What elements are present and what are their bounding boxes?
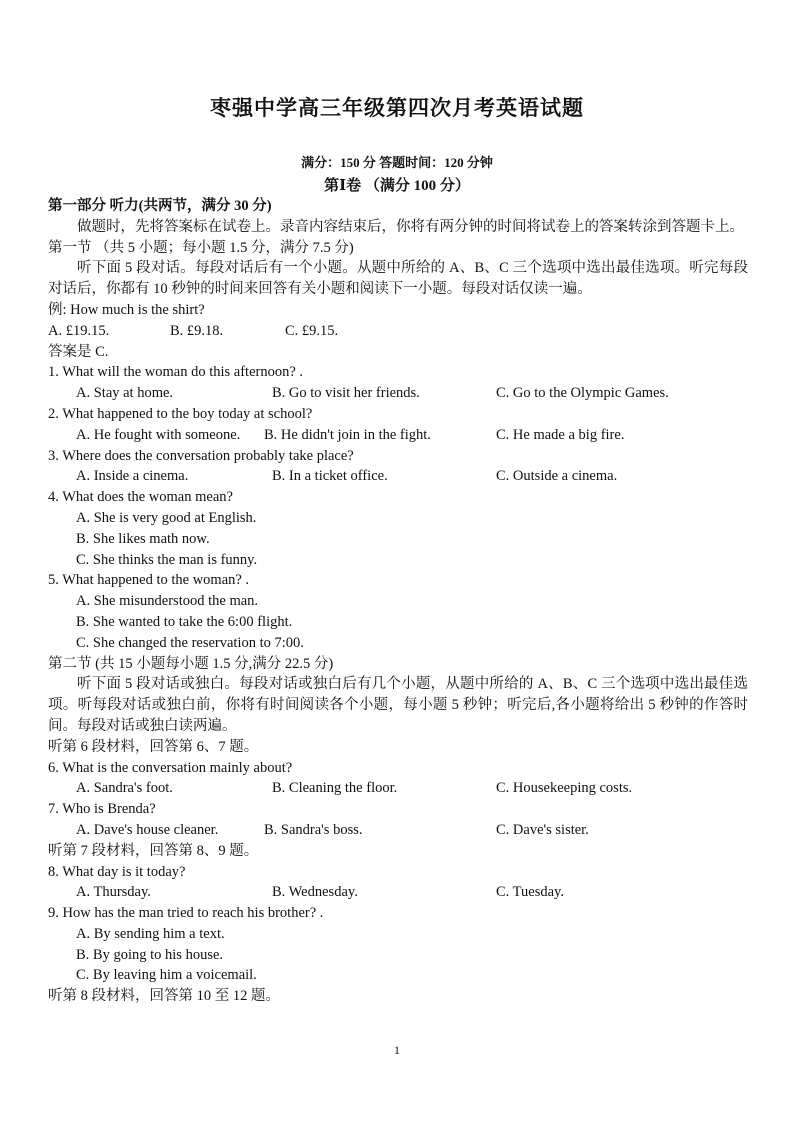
option-b: B. Sandra's boss. [264,821,363,838]
option-c: C. He made a big fire. [496,426,625,443]
question-6-options [48,778,748,799]
option-c: C. Outside a cinema. [496,468,618,485]
question-6: 6. What is the conversation mainly about? [48,759,293,776]
option-a: A. By sending him a text. [76,925,225,942]
section-heading: 第一部分 听力(共两节，满分 30 分) [48,198,272,214]
material-7-instruction: 听第 7 段材料，回答第 8、9 题。 [48,842,259,859]
option-a: A. £19.15. [48,322,110,339]
option-b: B. In a ticket office. [272,468,388,485]
option-c: C. She thinks the man is funny. [76,551,258,568]
question-3-options [48,466,748,487]
option-c: C. By leaving him a voicemail. [76,967,257,984]
option-a: A. Inside a cinema. [76,468,189,485]
question-4: 4. What does the woman mean? [48,489,233,506]
example-options [48,321,748,342]
question-9: 9. How has the man tried to reach his brother? . [48,905,324,922]
question-1-options [48,383,748,404]
material-6-instruction: 听第 6 段材料，回答第 6、7 题。 [48,738,259,755]
option-c: C. Dave's sister. [496,821,589,838]
option-c: C. Tuesday. [496,884,564,901]
option-a: A. She misunderstood the man. [76,593,259,610]
option-b: B. He didn't join in the fight. [264,426,431,443]
part-heading: 第Ⅰ卷 （满分 100 分） [324,178,470,194]
option-b: B. By going to his house. [76,946,224,963]
option-c: C. £9.15. [285,322,339,339]
option-b: B. £9.18. [170,322,224,339]
exam-meta: 满分：150 分 答题时间：120 分钟 [301,155,493,170]
question-4-options [48,508,748,570]
section-intro: 做题时，先将答案标在试卷上。录音内容结束后，你将有两分钟的时间将试卷上的答案转涂到答题卡上。 [77,218,744,235]
option-c: C. Housekeeping costs. [496,780,633,797]
example-answer: 答案是 C. [48,343,109,360]
page-number: 1 [394,1043,400,1057]
question-3: 3. Where does the conversation probably take place? [48,447,354,464]
option-b: B. Go to visit her friends. [272,385,420,402]
option-a: A. Thursday. [76,884,151,901]
question-2-options [48,425,748,446]
option-a: A. Stay at home. [76,385,174,402]
subsection-2-intro: 听下面 5 段对话或独白。每段对话或独白后有几个小题，从题中所给的 A、B、C 三个选项中选出最佳选项。听每段对话或独白前，你将有时间阅读各个小题，每小题 5 秒钟；听完后,各小题将给出 5 秒钟的作答时间。每段对话或独白读两遍。 [48,676,748,734]
option-c: C. Go to the Olympic Games. [496,385,669,402]
option-a: A. He fought with someone. [76,426,241,443]
option-b: B. She likes math now. [76,530,210,547]
option-a: A. Dave's house cleaner. [76,821,219,838]
option-b: B. Cleaning the floor. [272,780,398,797]
option-a: A. Sandra's foot. [76,780,173,797]
question-2: 2. What happened to the boy today at school? [48,405,313,422]
option-b: B. Wednesday. [272,884,358,901]
option-c: C. She changed the reservation to 7:00. [76,634,304,651]
exam-title: 枣强中学高三年级第四次月考英语试题 [210,96,584,120]
question-8: 8. What day is it today? [48,863,186,880]
question-1: 1. What will the woman do this afternoon? . [48,364,304,381]
option-a: A. She is very good at English. [76,509,257,526]
question-5-options [48,591,748,653]
example-question: 例: How much is the shirt? [48,301,205,318]
subsection-2-heading: 第二节 (共 15 小题每小题 1.5 分,满分 22.5 分) [48,655,334,672]
question-7: 7. Who is Brenda? [48,801,156,818]
subsection-1-heading: 第一节 （共 5 小题；每小题 1.5 分，满分 7.5 分) [48,239,354,256]
subsection-1-intro: 听下面 5 段对话。每段对话后有一个小题。从题中所给的 A、B、C 三个选项中选出最佳选项。听完每段对话后，你都有 10 秒钟的时间来回答有关小题和阅读下一小题。每段对话仅读一遍。 [48,260,748,298]
option-b: B. She wanted to take the 6:00 flight. [76,613,293,630]
question-7-options [48,820,748,841]
material-8-instruction: 听第 8 段材料，回答第 10 至 12 题。 [48,988,280,1005]
exam-body [48,196,748,1007]
question-9-options [48,924,748,986]
question-5: 5. What happened to the woman? . [48,572,250,589]
question-8-options [48,882,748,903]
